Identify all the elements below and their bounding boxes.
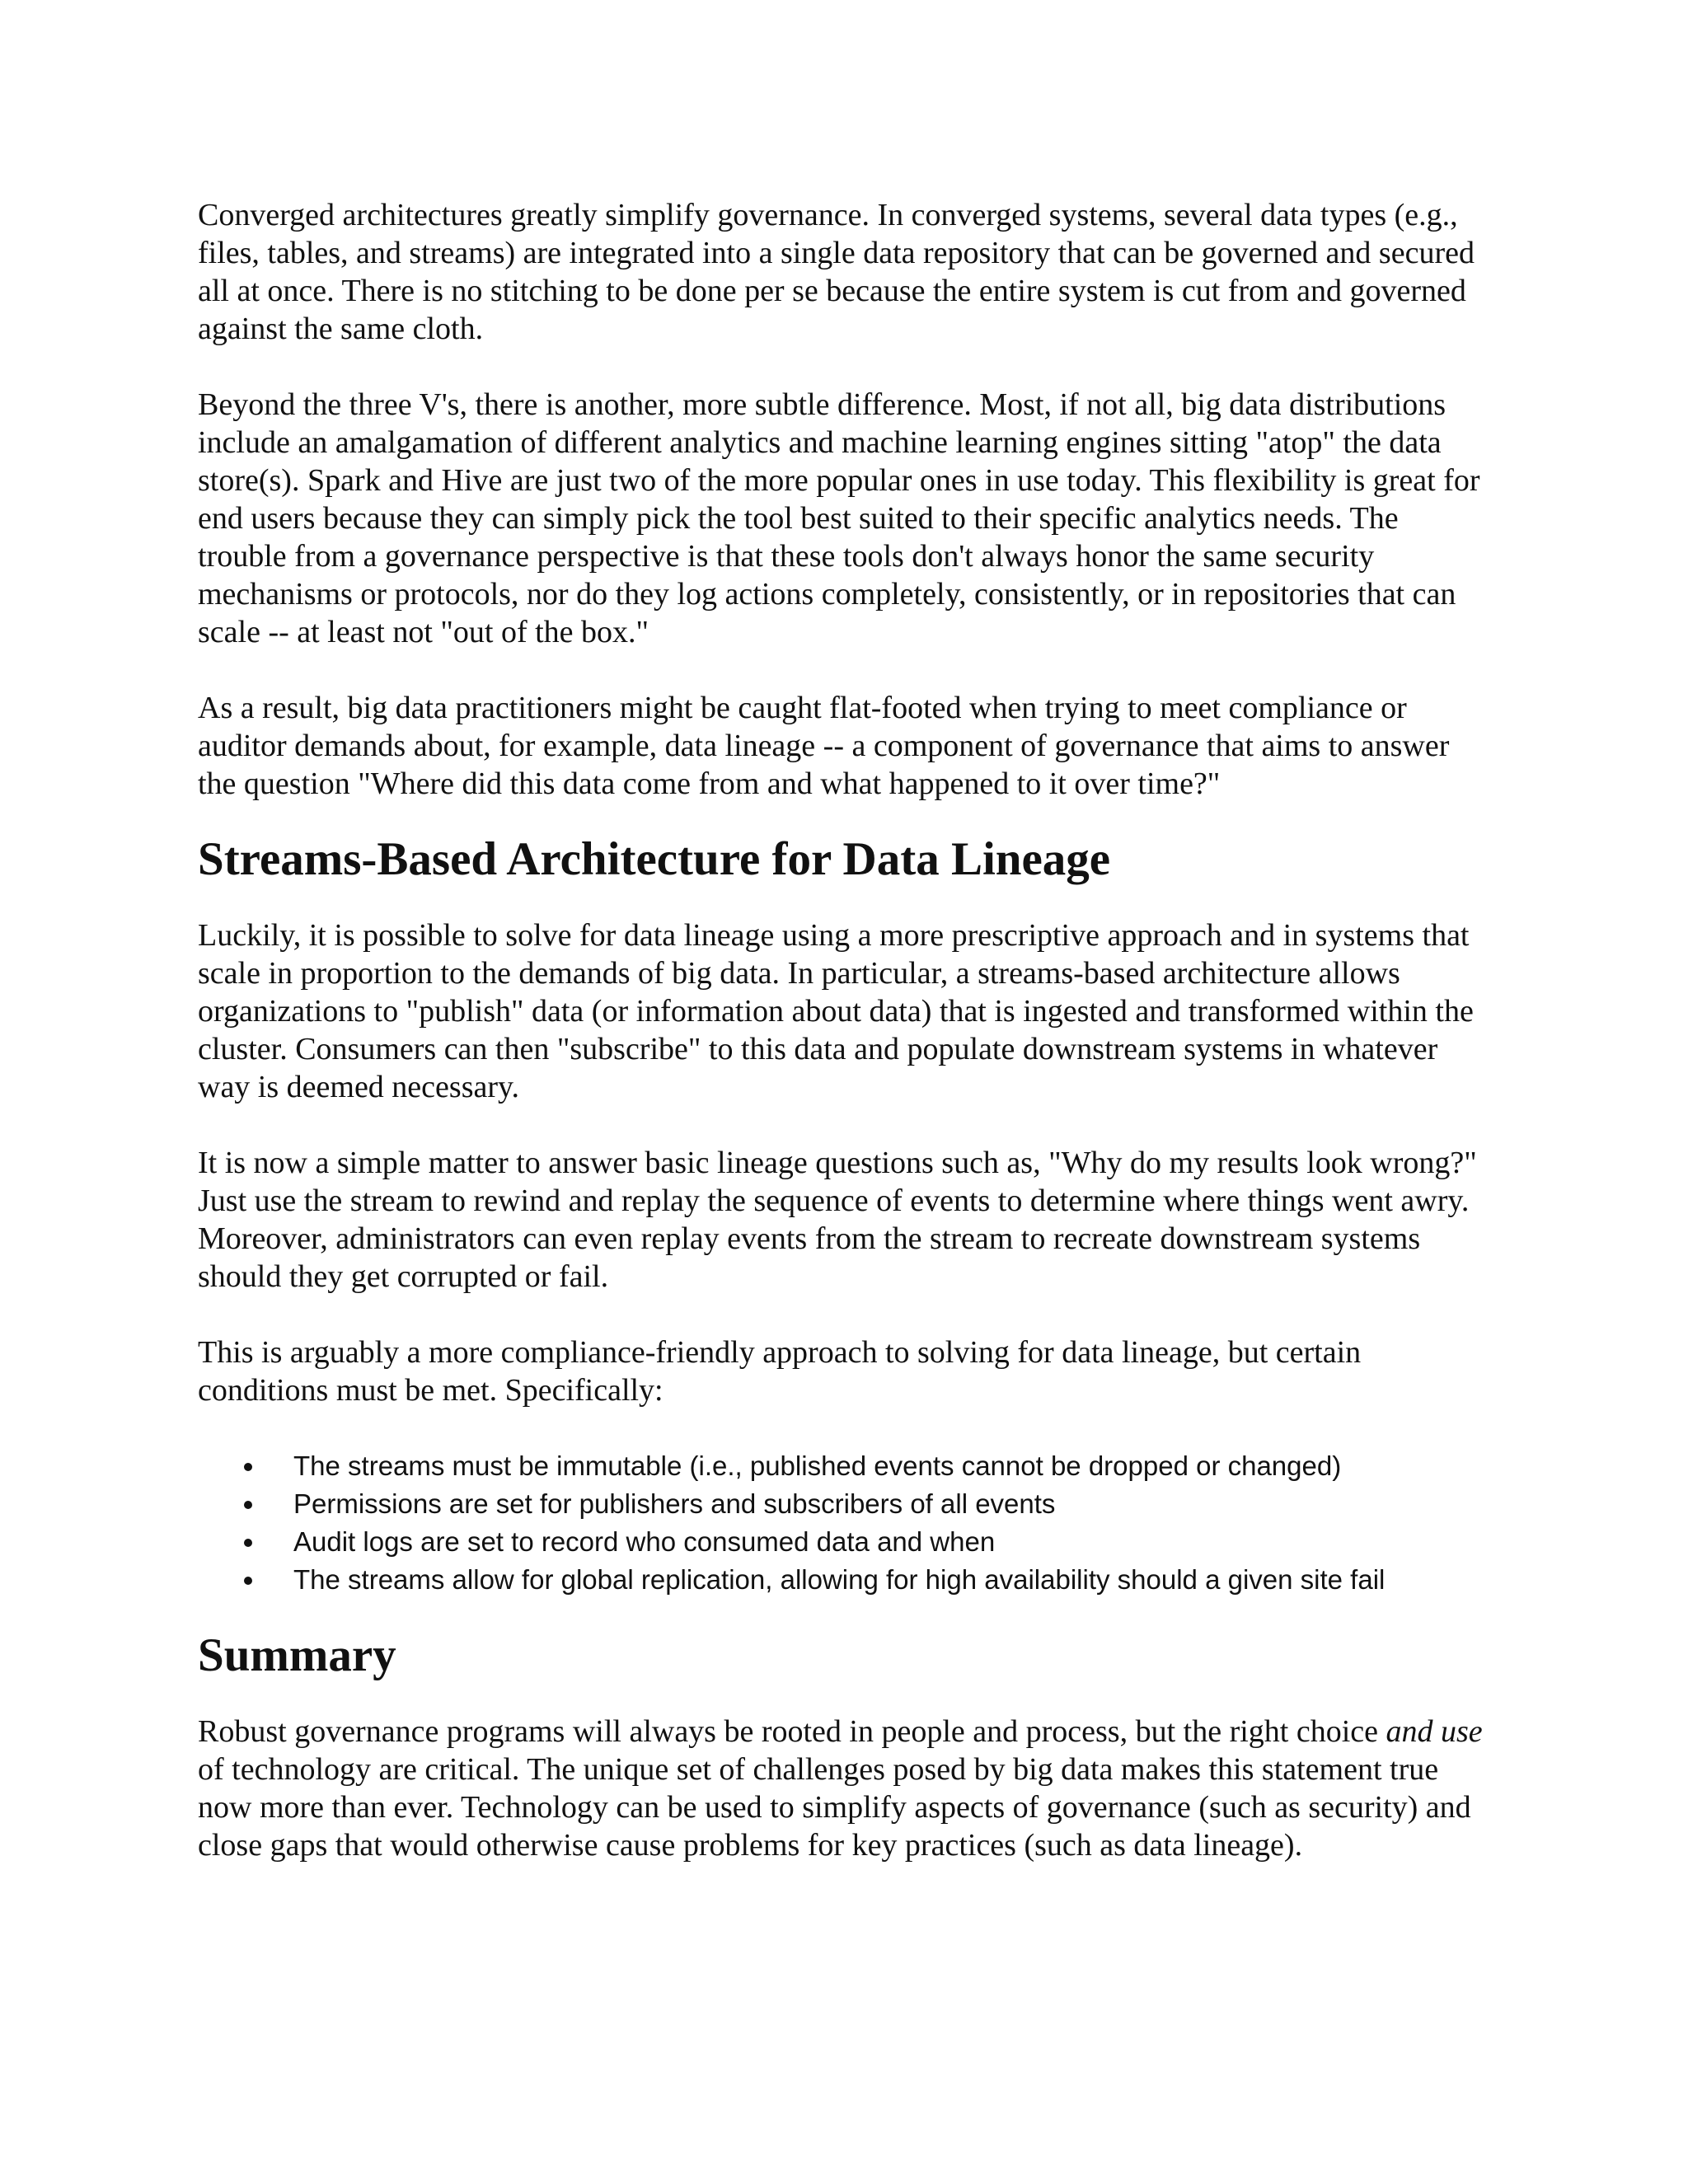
heading-summary: Summary — [198, 1629, 396, 1681]
heading-streams-based-architecture: Streams-Based Architecture for Data Lineage — [198, 833, 1111, 885]
summary-text-end: of technology are critical. The unique set of challenges posed by big data makes this statement true now more than ever. Technology can be used to simplify aspects of governance (such as security) and close gaps that would otherwise cause problems for key practices (such as data lineage). — [198, 1752, 1471, 1863]
list-item-text: Permissions are set for publishers and subscribers of all events — [293, 1488, 1056, 1519]
list-item — [198, 1447, 1484, 1485]
list-item — [198, 1561, 1484, 1599]
bullet-icon — [244, 1577, 252, 1585]
bullet-icon — [244, 1501, 252, 1509]
paragraph-three-vs: Beyond the three V's, there is another, more subtle difference. Most, if not all, big data distributions include an amalgamation of different analytics and machine learning engines sitting "atop" the data store(s). Spark and Hive are just two of the more popular ones in use today. This flexibility is great for end users because they can simply pick the tool best suited to their specific analytics needs. The trouble from a governance perspective is that these tools don't always honor the same security mechanisms or protocols, nor do they log actions completely, consistently, or in repositories that can scale -- at least not "out of the box." — [198, 387, 1480, 649]
summary-italic-text: and use — [1386, 1714, 1483, 1749]
bullet-icon — [244, 1539, 252, 1547]
list-item-text: The streams must be immutable (i.e., published events cannot be dropped or changed) — [293, 1451, 1342, 1481]
conditions-bullet-list — [198, 1447, 1484, 1599]
list-item-text: The streams allow for global replication, allowing for high availability should a given site fail — [293, 1564, 1386, 1595]
list-item-text: Audit logs are set to record who consumed data and when — [293, 1526, 996, 1557]
document-page — [198, 196, 1484, 1902]
list-item — [198, 1485, 1484, 1523]
paragraph-converged-architectures: Converged architectures greatly simplify governance. In converged systems, several data types (e.g., files, tables, and streams) are integrated into a single data repository that can be governed and secured all at once. There is no stitching to be done per se because the entire system is cut from and governed against the same cloth. — [198, 198, 1475, 346]
summary-text-start: Robust governance programs will always be rooted in people and process, but the right choice — [198, 1714, 1386, 1749]
list-item — [198, 1523, 1484, 1561]
paragraph-streams-luckily: Luckily, it is possible to solve for data lineage using a more prescriptive approach and in systems that scale in proportion to the demands of big data. In particular, a streams-based architecture allows organizations to "publish" data (or information about data) that is ingested and transformed within the cluster. Consumers can then "subscribe" to this data and populate downstream systems in whatever way is deemed necessary. — [198, 918, 1474, 1104]
paragraph-data-lineage-intro: As a result, big data practitioners might be caught flat-footed when trying to meet compliance or auditor demands about, for example, data lineage -- a component of governance that aims to answer the question "Where did this data come from and what happened to it over time?" — [198, 691, 1450, 801]
paragraph-streams-simple-matter: It is now a simple matter to answer basic lineage questions such as, "Why do my results look wrong?" Just use the stream to rewind and replay the sequence of events to determine where things went awry. Moreover, administrators can even replay events from the stream to recreate downstream systems should they get corrupted or fail. — [198, 1146, 1477, 1294]
paragraph-summary — [198, 1713, 1484, 1864]
paragraph-streams-conditions: This is arguably a more compliance-friendly approach to solving for data lineage, but certain conditions must be met. Specifically: — [198, 1335, 1362, 1408]
bullet-icon — [244, 1463, 252, 1471]
